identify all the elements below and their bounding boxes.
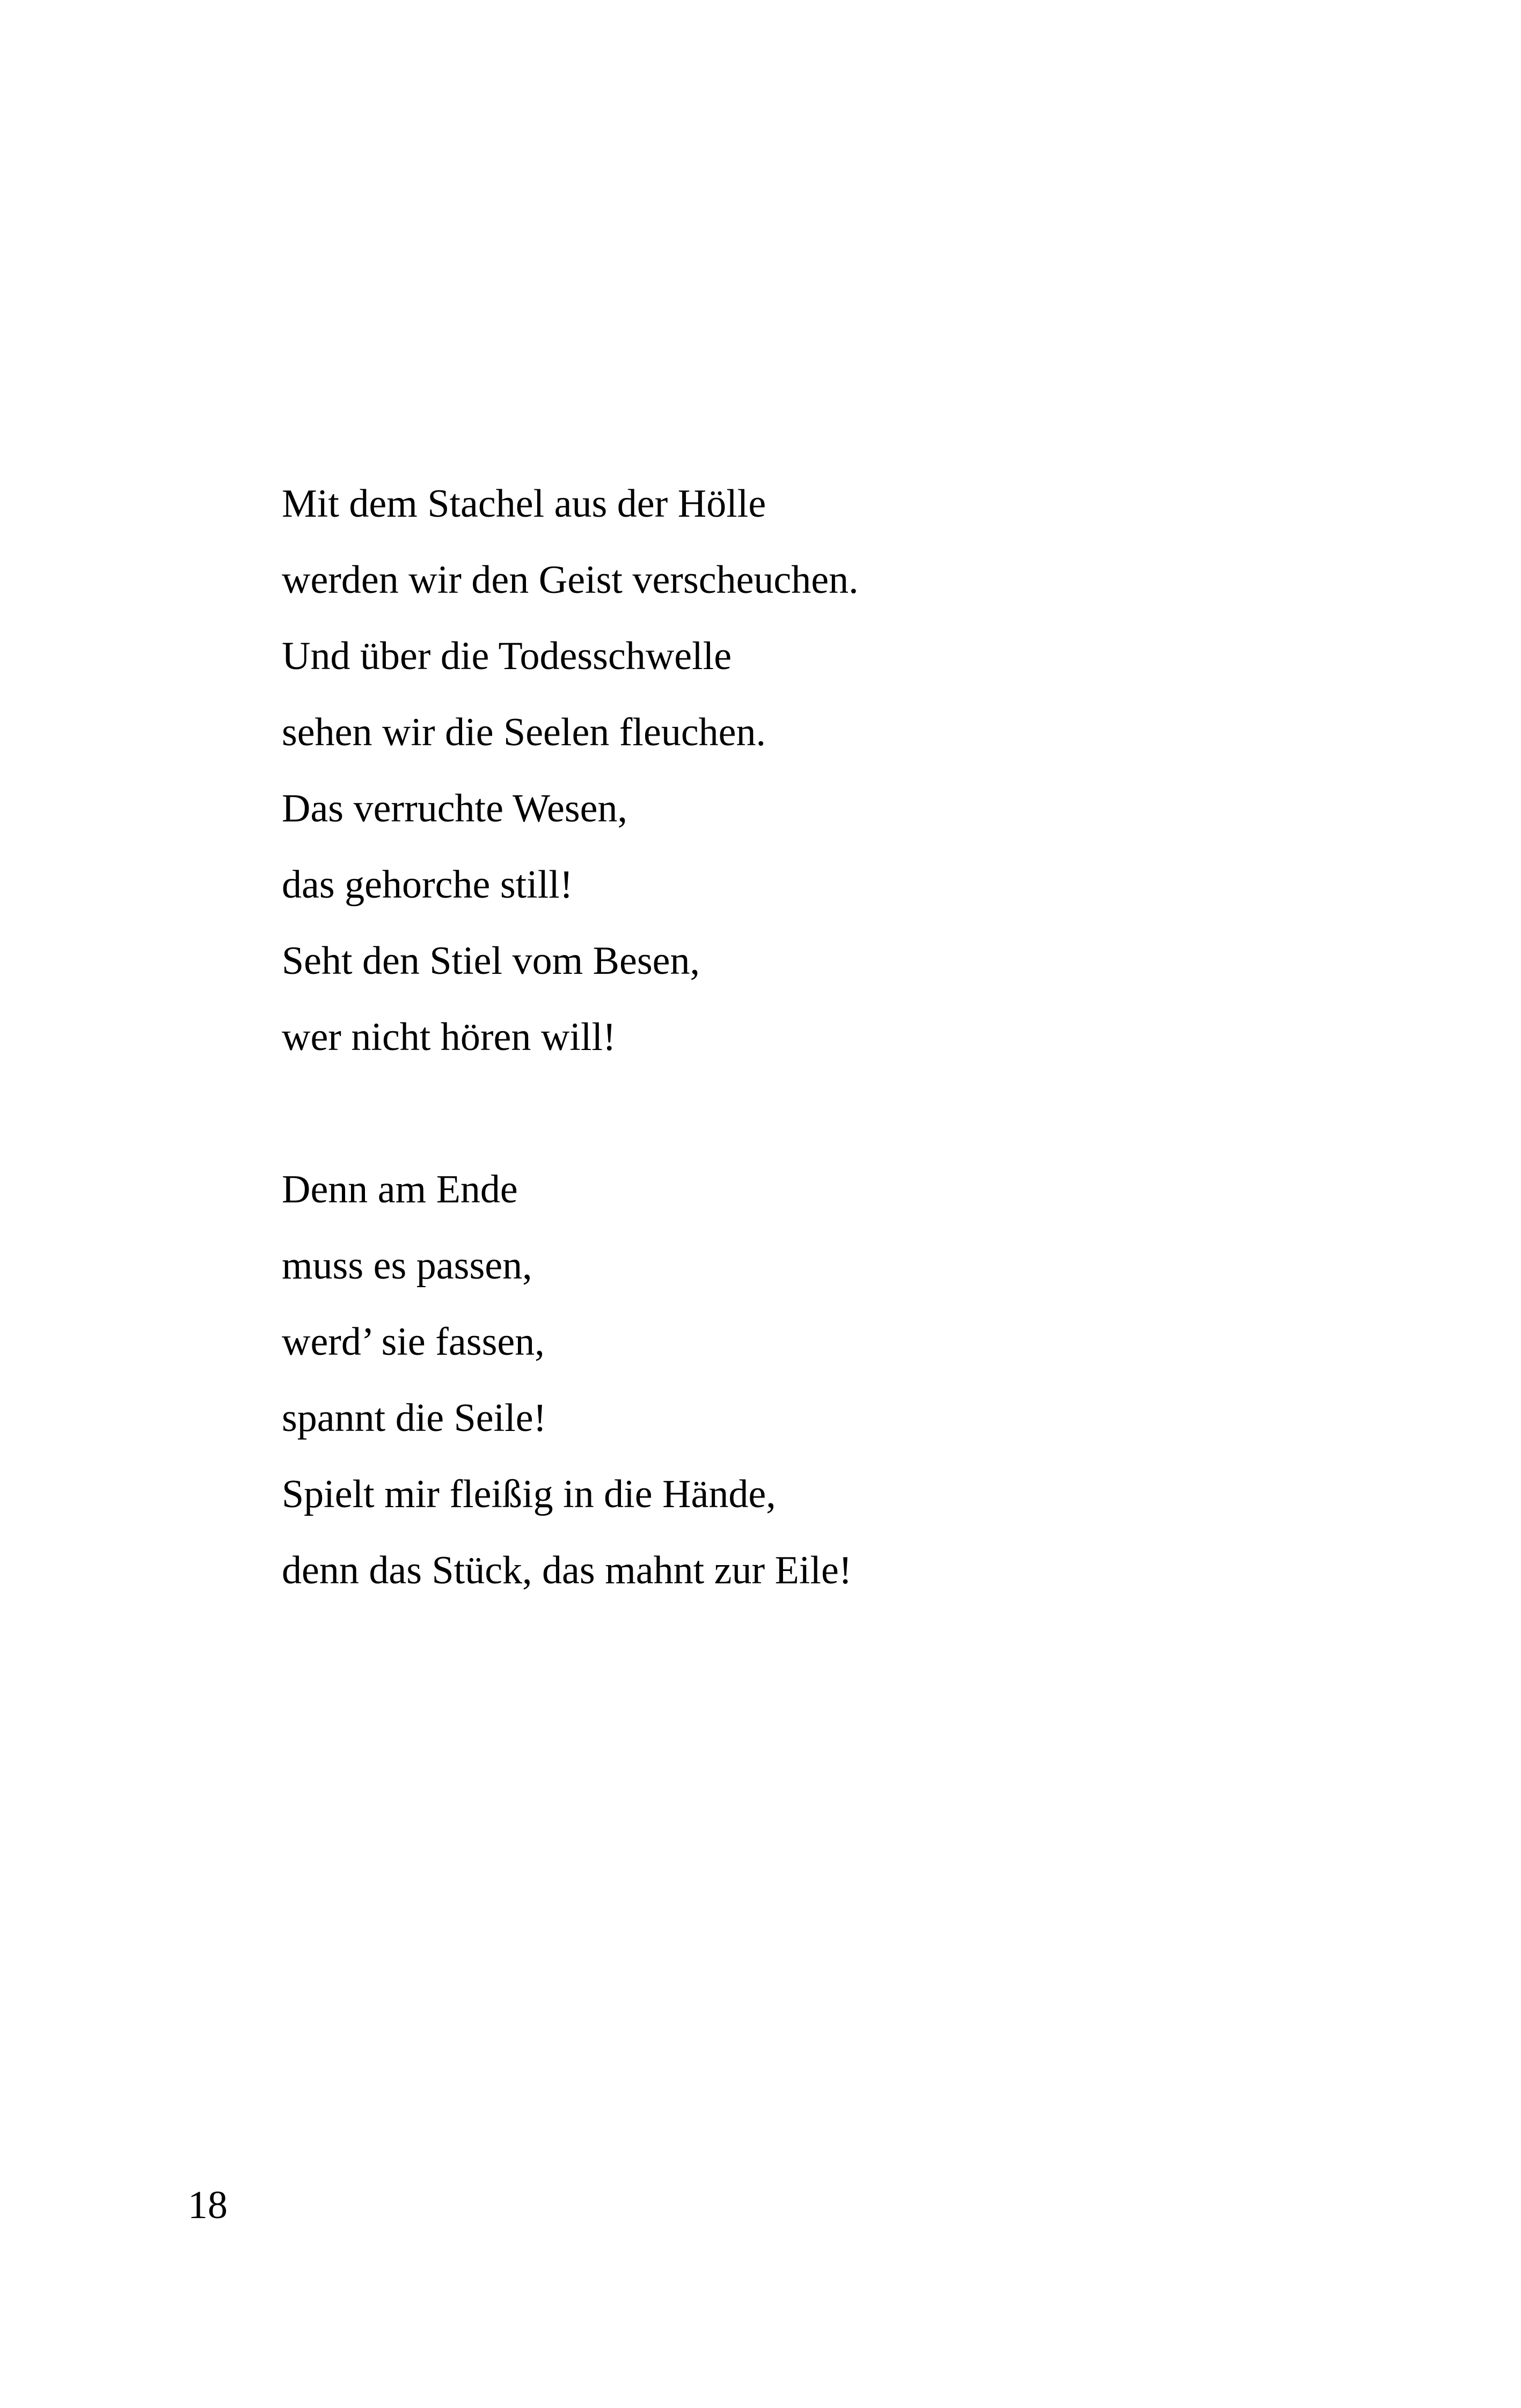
poem-line: werden wir den Geist verscheuchen. (282, 558, 859, 602)
poem-line: Seht den Stiel vom Besen, (282, 939, 700, 983)
poem-line: das gehorche still! (282, 863, 573, 907)
stanza-1 (282, 466, 1355, 1075)
poem (282, 466, 1355, 1609)
poem-line: spannt die Seile! (282, 1396, 547, 1440)
poem-line: muss es passen, (282, 1244, 532, 1288)
poem-line: Denn am Ende (282, 1168, 518, 1212)
poem-line: Spielt mir fleißig in die Hände, (282, 1472, 776, 1516)
poem-line: werd’ sie fassen, (282, 1320, 545, 1364)
poem-line: denn das Stück, das mahnt zur Eile! (282, 1548, 852, 1592)
page-number: 18 (188, 2183, 228, 2227)
poem-line: wer nicht hören will! (282, 1015, 616, 1059)
poem-line: Das verruchte Wesen, (282, 787, 628, 831)
poem-line: sehen wir die Seelen fleuchen. (282, 710, 766, 754)
stanza-2 (282, 1151, 1355, 1609)
poem-line: Mit dem Stachel aus der Hölle (282, 482, 766, 526)
poem-line: Und über die Todesschwelle (282, 634, 732, 678)
